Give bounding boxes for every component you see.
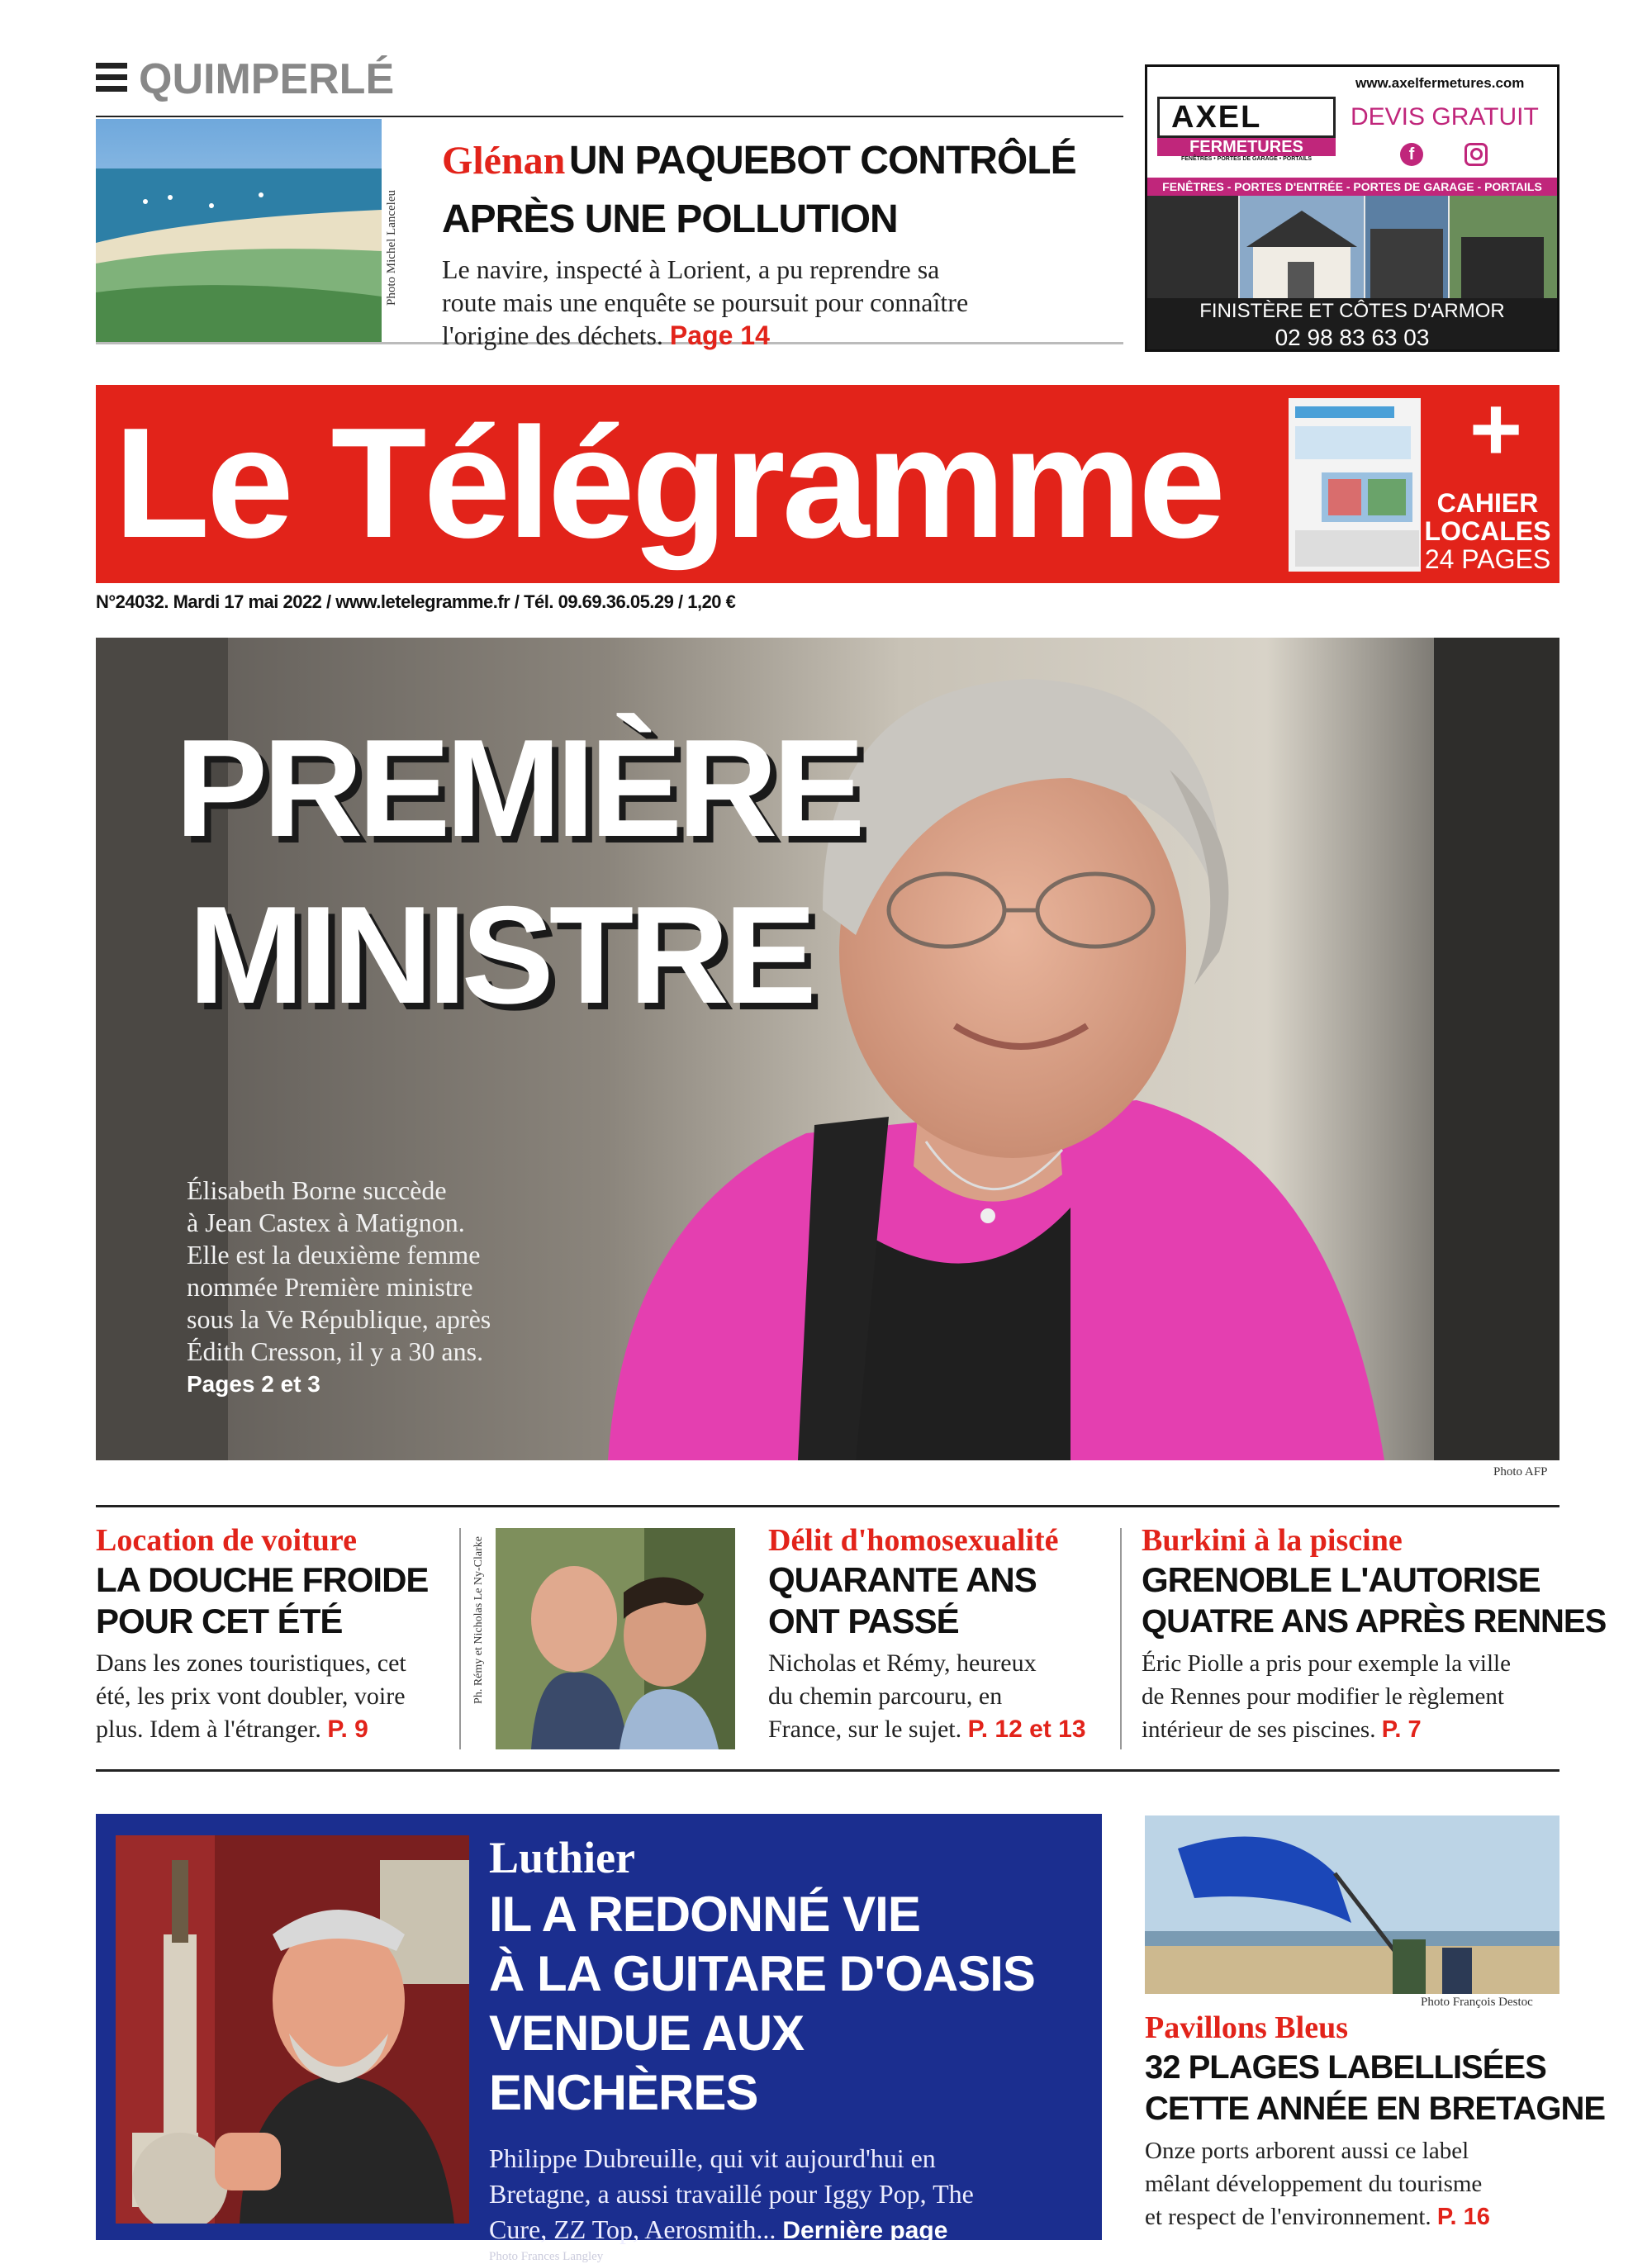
- top-story-kicker: Glénan: [442, 139, 566, 183]
- homosexuality-body-2: du chemin parcouru, en: [768, 1683, 1003, 1710]
- lead-body-3: Elle est la deuxième femme: [187, 1240, 481, 1270]
- ad-region: FINISTÈRE ET CÔTES D'ARMOR: [1199, 300, 1505, 322]
- plus-icon: +: [1469, 378, 1523, 480]
- newspaper-logo[interactable]: Le Télégramme: [114, 396, 1222, 571]
- burkini-kicker: Burkini à la piscine: [1142, 1523, 1403, 1558]
- lead-body-2: à Jean Castex à Matignon.: [187, 1208, 465, 1237]
- top-story-body-1: Le navire, inspecté à Lorient, a pu reprendre sa: [442, 254, 940, 284]
- burkini-body-2: de Rennes pour modifier le règlement: [1142, 1683, 1504, 1710]
- man-with-guitar-image: [116, 1835, 469, 2224]
- masthead: [96, 378, 1559, 583]
- column-divider-1: [459, 1528, 461, 1749]
- luthier-headline-2: À LA GUITARE D'OASIS: [489, 1946, 1035, 2001]
- luthier-body-3: Cure, ZZ Top, Aerosmith...: [489, 2214, 776, 2244]
- top-rule: [96, 116, 1123, 117]
- lead-story[interactable]: [96, 638, 1559, 1460]
- ad-brand-sub: FERMETURES: [1157, 138, 1336, 156]
- homosexuality-page-ref[interactable]: P. 12 et 13: [967, 1716, 1086, 1743]
- ad-brand: AXEL: [1157, 97, 1336, 138]
- pavillons-body-2: mêlant développement du tourisme: [1145, 2171, 1483, 2197]
- car-rental-headline-1: LA DOUCHE FROIDE: [96, 1560, 429, 1599]
- pavillons-photo[interactable]: [1145, 1815, 1559, 1994]
- burkini-headline-2: QUATRE ANS APRÈS RENNES: [1142, 1603, 1607, 1640]
- menu-icon[interactable]: [96, 63, 127, 97]
- pavillons-photo-credit: Photo François Destoc: [1421, 1996, 1533, 2009]
- issue-line: N°24032. Mardi 17 mai 2022 / www.letelegramme.fr / Tél. 09.69.36.05.29 / 1,20 €: [96, 591, 736, 612]
- advertisement[interactable]: [1145, 64, 1559, 352]
- section-rule-1: [96, 1505, 1559, 1507]
- luthier-photo-credit: Photo Frances Langley: [489, 2250, 604, 2263]
- burkini-body-1: Éric Piolle a pris pour exemple la ville: [1142, 1650, 1511, 1677]
- top-story-photo[interactable]: [96, 119, 382, 342]
- story-homosexuality[interactable]: [768, 1521, 1115, 1746]
- lead-photo-credit: Photo AFP: [1493, 1465, 1548, 1478]
- pavillons-headline-2: CETTE ANNÉE EN BRETAGNE: [1145, 2091, 1606, 2127]
- luthier-headline-1: IL A REDONNÉ VIE: [489, 1887, 920, 1942]
- homosexuality-headline-2: ONT PASSÉ: [768, 1602, 959, 1640]
- instagram-icon[interactable]: [1464, 143, 1488, 166]
- car-rental-body-3: plus. Idem à l'étranger.: [96, 1716, 321, 1743]
- lead-body-5: sous la Ve République, après: [187, 1304, 491, 1334]
- homosexuality-body-1: Nicholas et Rémy, heureux: [768, 1649, 1037, 1677]
- top-story-headline-2: APRÈS UNE POLLUTION: [442, 197, 898, 241]
- homosexuality-headline-1: QUARANTE ANS: [768, 1560, 1037, 1599]
- car-rental-page-ref[interactable]: P. 9: [327, 1716, 368, 1743]
- beach-aerial-image: [96, 119, 382, 342]
- car-rental-headline-2: POUR CET ÉTÉ: [96, 1602, 343, 1640]
- supplement-label-2: LOCALES: [1424, 516, 1551, 546]
- supplement-label-3: 24 PAGES: [1424, 544, 1551, 574]
- pavillons-body-3: et respect de l'environnement.: [1145, 2204, 1431, 2230]
- couple-photo-credit: Ph. Rémy et Nicholas Le Ny-Clarke: [472, 1536, 485, 1704]
- burkini-body-3: intérieur de ses piscines.: [1142, 1716, 1376, 1743]
- luthier-feature[interactable]: [96, 1814, 1102, 2263]
- luthier-headline-3: VENDUE AUX ENCHÈRES: [489, 2005, 805, 2120]
- top-story-headline-1: UN PAQUEBOT CONTRÔLÉ: [568, 139, 1076, 183]
- luthier-body-1: Philippe Dubreuille, qui vit aujourd'hui en: [489, 2143, 936, 2173]
- pavillons-body-1: Onze ports arborent aussi ce label: [1145, 2138, 1469, 2164]
- supplement-cover-image: [1289, 398, 1421, 572]
- homosexuality-body-3: France, sur le sujet.: [768, 1716, 962, 1743]
- story-burkini[interactable]: [1142, 1521, 1607, 1746]
- edition-name: QUIMPERLÉ: [139, 55, 395, 103]
- pavillons-page-ref[interactable]: P. 16: [1436, 2204, 1490, 2230]
- story-pavillons[interactable]: [1145, 2009, 1606, 2233]
- top-story[interactable]: [442, 136, 1119, 352]
- ad-brand-tagline: FENÊTRES • PORTES DE GARAGE • PORTAILS: [1180, 156, 1312, 162]
- top-story-body-3: l'origine des déchets.: [442, 320, 663, 350]
- luthier-photo[interactable]: [116, 1835, 469, 2224]
- lead-body-4: nommée Première ministre: [187, 1272, 473, 1302]
- lead-body-6: Édith Cresson, il y a 30 ans.: [187, 1336, 484, 1366]
- section-rule-2: [96, 1769, 1559, 1772]
- pavillons-kicker: Pavillons Bleus: [1145, 2010, 1348, 2045]
- lead-page-ref[interactable]: Pages 2 et 3: [187, 1371, 320, 1397]
- ad-logo: [1157, 97, 1336, 166]
- story-car-rental[interactable]: [96, 1521, 459, 1746]
- top-story-page-ref[interactable]: Page 14: [669, 320, 770, 350]
- houses-image: [1147, 196, 1557, 298]
- car-rental-kicker: Location de voiture: [96, 1523, 357, 1558]
- luthier-page-ref[interactable]: Dernière page: [782, 2217, 948, 2244]
- homosexuality-kicker: Délit d'homosexualité: [768, 1523, 1059, 1558]
- burkini-headline-1: GRENOBLE L'AUTORISE: [1142, 1560, 1540, 1599]
- column-divider-2: [1120, 1528, 1122, 1749]
- couple-photo[interactable]: [496, 1528, 735, 1749]
- top-story-body-2: route mais une enquête se poursuit pour connaître: [442, 287, 969, 317]
- ad-phone[interactable]: 02 98 83 63 03: [1275, 325, 1430, 350]
- lead-headline-2: MINISTRE: [188, 877, 812, 1032]
- lead-headline-1: PREMIÈRE: [175, 710, 861, 866]
- facebook-icon[interactable]: f: [1400, 143, 1423, 166]
- pavillons-headline-1: 32 PLAGES LABELLISÉES: [1145, 2049, 1546, 2086]
- luthier-kicker: Luthier: [489, 1833, 636, 1882]
- blue-flag-raising-image: [1145, 1815, 1559, 1994]
- burkini-page-ref[interactable]: P. 7: [1381, 1716, 1422, 1743]
- ad-services: FENÊTRES - PORTES D'ENTRÉE - PORTES DE GARAGE - PORTAILS: [1147, 178, 1557, 196]
- lead-body-1: Élisabeth Borne succède: [187, 1175, 447, 1205]
- supplement-label-1: CAHIER: [1436, 488, 1539, 518]
- ad-photo-strip: [1147, 196, 1557, 298]
- ad-offer: DEVIS GRATUIT: [1351, 103, 1539, 131]
- car-rental-body-1: Dans les zones touristiques, cet: [96, 1649, 406, 1677]
- ad-url[interactable]: www.axelfermetures.com: [1355, 75, 1525, 91]
- top-story-photo-credit: Photo Michel Lanceleu: [385, 190, 398, 306]
- supplement-thumbnail[interactable]: [1289, 398, 1421, 572]
- two-men-portrait-image: [496, 1528, 735, 1749]
- luthier-body-2: Bretagne, a aussi travaillé pour Iggy Pop, The: [489, 2179, 974, 2209]
- car-rental-body-2: été, les prix vont doubler, voire: [96, 1683, 406, 1710]
